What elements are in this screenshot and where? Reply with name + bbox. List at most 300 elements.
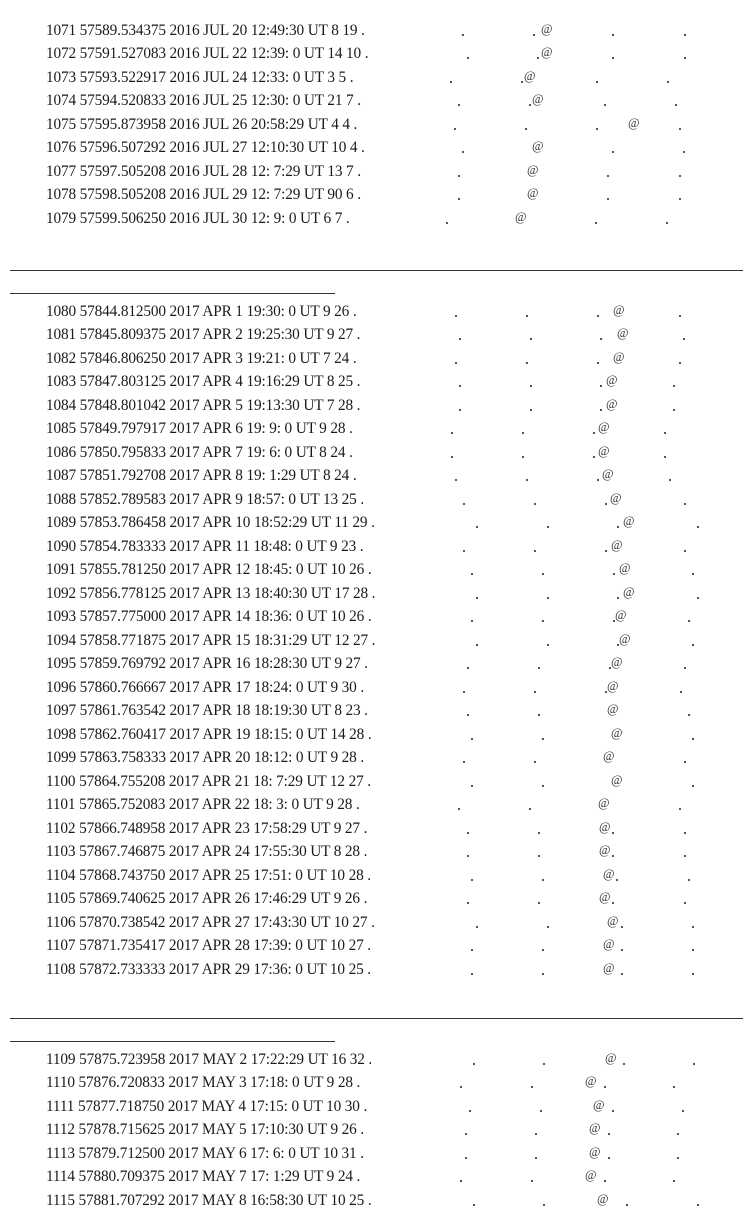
plot-dot (463, 550, 465, 552)
plot-dot (595, 222, 597, 224)
plot-dot (543, 1204, 545, 1206)
plot-dot (679, 362, 681, 364)
row-text: 1083 57847.803125 2017 APR 4 19:16:29 UT 8 25 . (46, 373, 361, 390)
table-row (0, 137, 753, 159)
plot-dot (471, 949, 473, 951)
plot-dot (679, 175, 681, 177)
row-text: 1084 57848.801042 2017 APR 5 19:13:30 UT 7 28 . (46, 397, 361, 414)
plot-dot (679, 315, 681, 317)
plot-dot (612, 855, 614, 857)
plot-dot (458, 175, 460, 177)
plot-dot (547, 926, 549, 928)
plot-dot (608, 1133, 610, 1135)
table-row (0, 418, 753, 440)
plot-marker-at: @ (628, 116, 640, 130)
plot-dot (600, 338, 602, 340)
row-text: 1079 57599.506250 2016 JUL 30 12: 9: 0 UT 6 7 . (46, 210, 350, 227)
row-text: 1080 57844.812500 2017 APR 1 19:30: 0 UT 9 26 . (46, 303, 357, 320)
separator-rule-long (10, 270, 743, 271)
plot-dot (459, 409, 461, 411)
table-row (0, 630, 753, 652)
plot-dot (534, 691, 536, 693)
plot-dot (612, 902, 614, 904)
table-row (0, 1072, 753, 1094)
row-text: 1078 57598.505208 2016 JUL 29 12: 7:29 UT 90 6 . (46, 186, 361, 203)
plot-dot (537, 57, 539, 59)
row-text: 1076 57596.507292 2016 JUL 27 12:10:30 UT 10 4 . (46, 139, 365, 156)
plot-dot (465, 1133, 467, 1135)
plot-dot (621, 926, 623, 928)
plot-dot (692, 949, 694, 951)
plot-dot (597, 315, 599, 317)
plot-marker-at: @ (524, 69, 536, 83)
plot-marker-at: @ (599, 843, 611, 857)
table-row (0, 583, 753, 605)
plot-dot (471, 973, 473, 975)
plot-dot (626, 1204, 628, 1206)
plot-dot (465, 1157, 467, 1159)
plot-dot (693, 1063, 695, 1065)
plot-dot (684, 832, 686, 834)
plot-dot (463, 503, 465, 505)
plot-dot (476, 926, 478, 928)
plot-dot (597, 362, 599, 364)
plot-marker-at: @ (602, 467, 614, 481)
table-row (0, 489, 753, 511)
row-text: 1098 57862.760417 2017 APR 19 18:15: 0 UT 14 28 . (46, 726, 372, 743)
plot-dot (458, 808, 460, 810)
row-text: 1088 57852.789583 2017 APR 9 18:57: 0 UT 13 25 . (46, 491, 365, 508)
plot-dot (542, 738, 544, 740)
plot-dot (597, 479, 599, 481)
row-text: 1085 57849.797917 2017 APR 6 19: 9: 0 UT 9 28 . (46, 420, 353, 437)
row-text: 1113 57879.712500 2017 MAY 6 17: 6: 0 UT 10 31 . (46, 1145, 364, 1162)
plot-dot (467, 855, 469, 857)
plot-dot (542, 879, 544, 881)
row-text: 1077 57597.505208 2016 JUL 28 12: 7:29 UT 13 7 . (46, 163, 361, 180)
row-text: 1104 57868.743750 2017 APR 25 17:51: 0 UT 10 28 . (46, 867, 371, 884)
table-row (0, 959, 753, 981)
plot-dot (455, 362, 457, 364)
plot-dot (530, 385, 532, 387)
plot-marker-at: @ (619, 561, 631, 575)
row-text: 1115 57881.707292 2017 MAY 8 16:58:30 UT 10 25 . (46, 1192, 372, 1209)
plot-marker-at: @ (606, 397, 618, 411)
plot-dot (664, 432, 666, 434)
plot-dot (451, 432, 453, 434)
table-row (0, 700, 753, 722)
plot-dot (612, 57, 614, 59)
plot-dot (526, 479, 528, 481)
plot-dot (617, 597, 619, 599)
plot-dot (534, 550, 536, 552)
plot-marker-at: @ (613, 350, 625, 364)
plot-dot (688, 879, 690, 881)
plot-dot (476, 526, 478, 528)
plot-dot (543, 1063, 545, 1065)
plot-dot (446, 222, 448, 224)
plot-dot (538, 714, 540, 716)
plot-dot (460, 1086, 462, 1088)
plot-marker-at: @ (589, 1121, 601, 1135)
row-text: 1114 57880.709375 2017 MAY 7 17: 1:29 UT 9 24 . (46, 1168, 361, 1185)
plot-dot (476, 597, 478, 599)
plot-dot (684, 550, 686, 552)
plot-marker-at: @ (585, 1074, 597, 1088)
row-text: 1101 57865.752083 2017 APR 22 18: 3: 0 UT 9 28 . (46, 796, 360, 813)
plot-dot (471, 879, 473, 881)
table-row (0, 536, 753, 558)
row-text: 1092 57856.778125 2017 APR 13 18:40:30 UT 17 28 . (46, 585, 376, 602)
plot-dot (462, 151, 464, 153)
plot-dot (467, 57, 469, 59)
plot-dot (673, 385, 675, 387)
plot-dot (692, 573, 694, 575)
plot-dot (605, 503, 607, 505)
plot-dot (467, 902, 469, 904)
plot-dot (664, 456, 666, 458)
plot-dot (455, 479, 457, 481)
plot-dot (677, 1133, 679, 1135)
table-row (0, 818, 753, 840)
plot-dot (692, 973, 694, 975)
plot-dot (682, 1110, 684, 1112)
plot-dot (459, 338, 461, 340)
plot-dot (612, 151, 614, 153)
plot-dot (463, 691, 465, 693)
plot-dot (604, 1180, 606, 1182)
plot-dot (669, 479, 671, 481)
plot-dot (471, 785, 473, 787)
row-text: 1111 57877.718750 2017 MAY 4 17:15: 0 UT 10 30 . (46, 1098, 368, 1115)
plot-dot (530, 338, 532, 340)
plot-dot (673, 1180, 675, 1182)
plot-dot (542, 949, 544, 951)
plot-marker-at: @ (603, 867, 615, 881)
plot-dot (605, 550, 607, 552)
plot-marker-at: @ (603, 937, 615, 951)
plot-dot (612, 832, 614, 834)
plot-marker-at: @ (615, 608, 627, 622)
plot-marker-at: @ (619, 632, 631, 646)
plot-dot (538, 902, 540, 904)
table-row (0, 794, 753, 816)
plot-marker-at: @ (598, 796, 610, 810)
plot-dot (593, 432, 595, 434)
plot-dot (521, 81, 523, 83)
row-text: 1107 57871.735417 2017 APR 28 17:39: 0 UT 10 27 . (46, 937, 371, 954)
plot-marker-at: @ (515, 210, 527, 224)
row-text: 1105 57869.740625 2017 APR 26 17:46:29 UT 9 26 . (46, 890, 368, 907)
plot-marker-at: @ (605, 1051, 617, 1065)
table-row (0, 301, 753, 323)
table-row (0, 395, 753, 417)
row-text: 1106 57870.738542 2017 APR 27 17:43:30 UT 10 27 . (46, 914, 375, 931)
plot-dot (535, 1157, 537, 1159)
plot-dot (688, 714, 690, 716)
plot-dot (692, 785, 694, 787)
plot-dot (542, 573, 544, 575)
plot-marker-at: @ (613, 303, 625, 317)
plot-dot (458, 104, 460, 106)
plot-marker-at: @ (606, 373, 618, 387)
plot-dot (476, 644, 478, 646)
plot-dot (459, 385, 461, 387)
plot-marker-at: @ (599, 820, 611, 834)
plot-dot (697, 526, 699, 528)
plot-dot (679, 128, 681, 130)
row-text: 1089 57853.786458 2017 APR 10 18:52:29 UT 11 29 . (46, 514, 375, 531)
plot-dot (467, 714, 469, 716)
table-row (0, 208, 753, 230)
plot-dot (680, 691, 682, 693)
plot-dot (530, 409, 532, 411)
plot-marker-at: @ (593, 1098, 605, 1112)
plot-dot (542, 973, 544, 975)
plot-dot (460, 1180, 462, 1182)
table-row (0, 653, 753, 675)
plot-marker-at: @ (603, 961, 615, 975)
table-row (0, 114, 753, 136)
plot-dot (535, 1133, 537, 1135)
plot-dot (522, 456, 524, 458)
plot-dot (455, 315, 457, 317)
table-row (0, 1143, 753, 1165)
plot-dot (621, 973, 623, 975)
table-row (0, 1190, 753, 1212)
plot-dot (684, 855, 686, 857)
plot-dot (467, 832, 469, 834)
plot-dot (600, 409, 602, 411)
table-row (0, 161, 753, 183)
plot-dot (473, 1063, 475, 1065)
plot-dot (679, 198, 681, 200)
plot-dot (531, 1086, 533, 1088)
plot-marker-at: @ (527, 163, 539, 177)
plot-dot (458, 198, 460, 200)
plot-dot (684, 761, 686, 763)
plot-dot (538, 855, 540, 857)
plot-dot (673, 1086, 675, 1088)
plot-marker-at: @ (585, 1168, 597, 1182)
plot-dot (593, 456, 595, 458)
plot-marker-at: @ (598, 420, 610, 434)
table-row (0, 747, 753, 769)
table-row (0, 90, 753, 112)
plot-dot (542, 785, 544, 787)
table-row (0, 935, 753, 957)
plot-marker-at: @ (598, 444, 610, 458)
separator-rule-short (10, 1041, 335, 1042)
table-row (0, 67, 753, 89)
row-text: 1109 57875.723958 2017 MAY 2 17:22:29 UT 16 32 . (46, 1051, 373, 1068)
table-row (0, 512, 753, 534)
plot-dot (692, 644, 694, 646)
table-row (0, 20, 753, 42)
plot-dot (600, 385, 602, 387)
row-text: 1094 57858.771875 2017 APR 15 18:31:29 UT 12 27 . (46, 632, 376, 649)
plot-dot (623, 1063, 625, 1065)
plot-marker-at: @ (589, 1145, 601, 1159)
plot-dot (534, 761, 536, 763)
separator-rule-long (10, 1018, 743, 1019)
plot-dot (697, 1204, 699, 1206)
plot-marker-at: @ (603, 749, 615, 763)
table-row (0, 912, 753, 934)
table-row (0, 324, 753, 346)
plot-dot (471, 738, 473, 740)
row-text: 1103 57867.746875 2017 APR 24 17:55:30 UT 8 28 . (46, 843, 368, 860)
plot-marker-at: @ (597, 1192, 609, 1206)
table-row (0, 771, 753, 793)
plot-marker-at: @ (607, 914, 619, 928)
plot-dot (596, 128, 598, 130)
plot-marker-at: @ (611, 726, 623, 740)
plot-dot (540, 1110, 542, 1112)
plot-dot (684, 34, 686, 36)
plot-marker-at: @ (607, 679, 619, 693)
plot-dot (526, 362, 528, 364)
plot-marker-at: @ (617, 326, 629, 340)
plot-dot (531, 1180, 533, 1182)
plot-dot (683, 338, 685, 340)
plot-dot (542, 620, 544, 622)
row-text: 1097 57861.763542 2017 APR 18 18:19:30 UT 8 23 . (46, 702, 368, 719)
plot-dot (692, 926, 694, 928)
table-row (0, 43, 753, 65)
table-row (0, 606, 753, 628)
table-row (0, 888, 753, 910)
plot-dot (607, 175, 609, 177)
plot-dot (451, 456, 453, 458)
plot-dot (526, 315, 528, 317)
plot-dot (525, 128, 527, 130)
plot-dot (604, 104, 606, 106)
plot-dot (612, 34, 614, 36)
plot-marker-at: @ (607, 702, 619, 716)
plot-dot (616, 879, 618, 881)
plot-marker-at: @ (611, 773, 623, 787)
plot-dot (471, 620, 473, 622)
plot-dot (473, 1204, 475, 1206)
plot-dot (612, 1110, 614, 1112)
table-row (0, 348, 753, 370)
plot-dot (683, 151, 685, 153)
row-text: 1090 57854.783333 2017 APR 11 18:48: 0 UT 9 23 . (46, 538, 364, 555)
plot-dot (688, 620, 690, 622)
row-text: 1108 57872.733333 2017 APR 29 17:36: 0 UT 10 25 . (46, 961, 371, 978)
plot-dot (454, 128, 456, 130)
table-row (0, 442, 753, 464)
plot-marker-at: @ (623, 514, 635, 528)
plot-marker-at: @ (610, 491, 622, 505)
plot-dot (679, 808, 681, 810)
plot-dot (684, 57, 686, 59)
row-text: 1073 57593.522917 2016 JUL 24 12:33: 0 UT 3 5 . (46, 69, 354, 86)
table-row (0, 184, 753, 206)
table-row (0, 1049, 753, 1071)
plot-dot (538, 832, 540, 834)
row-text: 1093 57857.775000 2017 APR 14 18:36: 0 UT 10 26 . (46, 608, 372, 625)
plot-marker-at: @ (541, 45, 553, 59)
row-text: 1082 57846.806250 2017 APR 3 19:21: 0 UT 7 24 . (46, 350, 357, 367)
plot-dot (462, 34, 464, 36)
plot-dot (596, 81, 598, 83)
plot-dot (684, 503, 686, 505)
plot-dot (613, 573, 615, 575)
plot-dot (666, 222, 668, 224)
plot-dot (684, 667, 686, 669)
row-text: 1075 57595.873958 2016 JUL 26 20:58:29 UT 4 4 . (46, 116, 358, 133)
plot-dot (529, 808, 531, 810)
plot-dot (697, 597, 699, 599)
plot-dot (538, 667, 540, 669)
plot-marker-at: @ (527, 186, 539, 200)
plot-dot (450, 81, 452, 83)
plot-dot (533, 34, 535, 36)
plot-dot (463, 761, 465, 763)
plot-dot (471, 573, 473, 575)
row-text: 1087 57851.792708 2017 APR 8 19: 1:29 UT 8 24 . (46, 467, 357, 484)
table-row (0, 724, 753, 746)
plot-dot (621, 949, 623, 951)
row-text: 1086 57850.795833 2017 APR 7 19: 6: 0 UT 8 24 . (46, 444, 353, 461)
table-row (0, 1096, 753, 1118)
plot-dot (547, 526, 549, 528)
separator-rule-short (10, 293, 335, 294)
plot-dot (608, 1157, 610, 1159)
table-row (0, 677, 753, 699)
plot-dot (529, 104, 531, 106)
row-text: 1071 57589.534375 2016 JUL 20 12:49:30 UT 8 19 . (46, 22, 365, 39)
plot-dot (677, 1157, 679, 1159)
table-row (0, 841, 753, 863)
plot-dot (467, 667, 469, 669)
row-text: 1072 57591.527083 2016 JUL 22 12:39: 0 UT 14 10 . (46, 45, 369, 62)
table-row (0, 1119, 753, 1141)
plot-dot (469, 1110, 471, 1112)
table-row (0, 371, 753, 393)
table-row (0, 865, 753, 887)
plot-dot (534, 503, 536, 505)
table-row (0, 465, 753, 487)
row-text: 1112 57878.715625 2017 MAY 5 17:10:30 UT 9 26 . (46, 1121, 365, 1138)
plot-marker-at: @ (611, 538, 623, 552)
plot-dot (667, 81, 669, 83)
plot-marker-at: @ (599, 890, 611, 904)
row-text: 1091 57855.781250 2017 APR 12 18:45: 0 UT 10 26 . (46, 561, 372, 578)
row-text: 1102 57866.748958 2017 APR 23 17:58:29 UT 9 27 . (46, 820, 368, 837)
plot-dot (547, 597, 549, 599)
plot-dot (522, 432, 524, 434)
plot-marker-at: @ (532, 139, 544, 153)
plot-dot (617, 526, 619, 528)
row-text: 1099 57863.758333 2017 APR 20 18:12: 0 UT 9 28 . (46, 749, 365, 766)
plot-dot (673, 409, 675, 411)
plot-marker-at: @ (532, 92, 544, 106)
row-text: 1074 57594.520833 2016 JUL 25 12:30: 0 UT 21 7 . (46, 92, 361, 109)
plot-dot (684, 902, 686, 904)
row-text: 1110 57876.720833 2017 MAY 3 17:18: 0 UT 9 28 . (46, 1074, 361, 1091)
row-text: 1100 57864.755208 2017 APR 21 18: 7:29 UT 12 27 . (46, 773, 371, 790)
plot-dot (692, 738, 694, 740)
table-row (0, 1166, 753, 1188)
table-row (0, 559, 753, 581)
row-text: 1095 57859.769792 2017 APR 16 18:28:30 UT 9 27 . (46, 655, 368, 672)
plot-dot (547, 644, 549, 646)
plot-dot (675, 104, 677, 106)
row-text: 1096 57860.766667 2017 APR 17 18:24: 0 UT 9 30 . (46, 679, 365, 696)
